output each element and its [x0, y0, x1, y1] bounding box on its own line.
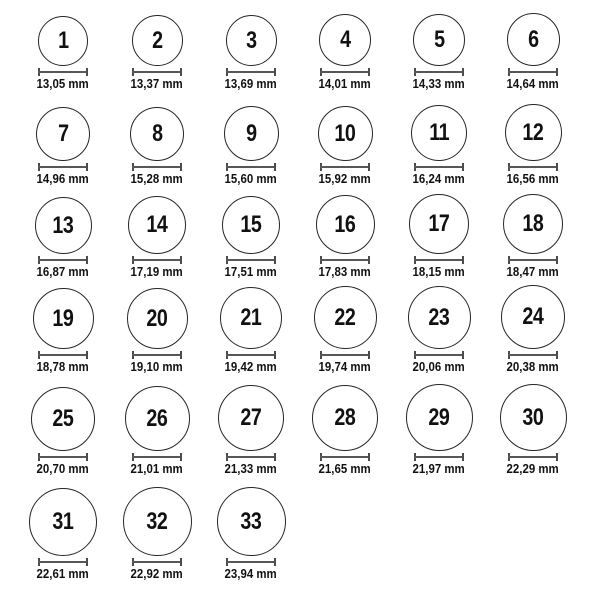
ring-circle — [413, 14, 465, 66]
ring-size-cell — [16, 373, 110, 475]
ring-size-cell — [298, 278, 392, 373]
diameter-measure-line — [508, 256, 558, 264]
ring-circle — [505, 104, 562, 161]
measure-bar — [38, 71, 88, 73]
ring-circle — [501, 285, 565, 349]
ring-size-number: 16 — [334, 210, 356, 238]
diameter-measure-line — [508, 351, 558, 359]
ring-circle — [29, 488, 97, 556]
ring-circle — [507, 13, 560, 66]
diameter-measure-line — [38, 558, 88, 566]
diameter-measure-line — [132, 558, 182, 566]
diameter-label: 14,01 mm — [318, 76, 372, 91]
ring-size-cell — [110, 373, 204, 475]
diameter-measure-line — [508, 68, 558, 76]
measure-tick-right — [368, 163, 370, 171]
ring-circle — [217, 487, 286, 556]
ring-size-number: 27 — [240, 404, 262, 431]
measure-tick-right — [368, 351, 370, 359]
ring-size-cell — [204, 185, 298, 278]
measure-bar — [38, 354, 88, 356]
ring-size-number: 31 — [52, 508, 74, 535]
diameter-label: 22,29 mm — [506, 461, 560, 476]
ring-size-number: 32 — [146, 507, 168, 535]
ring-size-number: 24 — [522, 303, 544, 330]
diameter-label: 21,97 mm — [412, 461, 466, 476]
measure-bar — [132, 259, 182, 261]
ring-circle — [314, 286, 377, 349]
diameter-measure-line — [226, 351, 276, 359]
diameter-label: 22,61 mm — [36, 566, 90, 581]
ring-circle — [125, 386, 190, 451]
measure-bar — [414, 259, 464, 261]
diameter-measure-line — [38, 453, 88, 461]
diameter-measure-line — [38, 163, 88, 171]
diameter-label: 19,10 mm — [130, 359, 184, 374]
measure-bar — [508, 456, 558, 458]
ring-size-cell — [204, 475, 298, 580]
measure-bar — [38, 166, 88, 168]
diameter-measure-line — [320, 256, 370, 264]
measure-tick-right — [180, 351, 182, 359]
ring-size-cell — [298, 90, 392, 185]
measure-tick-right — [86, 351, 88, 359]
ring-circle — [31, 387, 95, 451]
ring-size-cell — [486, 90, 580, 185]
measure-bar — [508, 166, 558, 168]
diameter-label: 14,96 mm — [36, 171, 90, 186]
ring-circle — [130, 107, 184, 161]
ring-size-number: 20 — [146, 304, 168, 332]
ring-size-cell — [392, 185, 486, 278]
measure-tick-right — [86, 256, 88, 264]
measure-tick-right — [368, 68, 370, 76]
diameter-measure-line — [508, 163, 558, 171]
ring-circle — [316, 195, 375, 254]
measure-bar — [132, 71, 182, 73]
measure-bar — [38, 259, 88, 261]
diameter-label: 21,01 mm — [130, 461, 184, 476]
ring-size-number: 19 — [52, 304, 74, 332]
ring-size-number: 23 — [428, 303, 450, 331]
ring-size-cell — [204, 373, 298, 475]
diameter-measure-line — [414, 68, 464, 76]
diameter-measure-line — [414, 453, 464, 461]
measure-bar — [414, 166, 464, 168]
diameter-measure-line — [38, 351, 88, 359]
diameter-measure-line — [38, 68, 88, 76]
ring-size-cell — [16, 90, 110, 185]
diameter-label: 20,38 mm — [506, 359, 560, 374]
diameter-measure-line — [414, 163, 464, 171]
diameter-label: 13,05 mm — [36, 76, 90, 91]
diameter-measure-line — [226, 163, 276, 171]
measure-tick-right — [86, 453, 88, 461]
ring-size-number: 2 — [151, 26, 163, 54]
diameter-measure-line — [226, 68, 276, 76]
measure-bar — [132, 456, 182, 458]
measure-tick-right — [180, 256, 182, 264]
ring-circle — [123, 487, 192, 556]
diameter-label: 18,78 mm — [36, 359, 90, 374]
ring-circle — [406, 384, 473, 451]
measure-tick-right — [180, 558, 182, 566]
measure-tick-right — [274, 68, 276, 76]
ring-circle — [408, 286, 471, 349]
measure-bar — [320, 456, 370, 458]
ring-circle — [411, 105, 467, 161]
measure-bar — [226, 259, 276, 261]
measure-bar — [414, 354, 464, 356]
ring-circle — [128, 196, 186, 254]
measure-tick-right — [86, 68, 88, 76]
ring-size-number: 7 — [57, 120, 69, 147]
diameter-label: 16,56 mm — [506, 171, 560, 186]
ring-circle — [226, 15, 277, 66]
diameter-measure-line — [320, 68, 370, 76]
measure-bar — [414, 71, 464, 73]
diameter-label: 21,33 mm — [224, 461, 278, 476]
diameter-measure-line — [226, 453, 276, 461]
measure-tick-right — [556, 256, 558, 264]
measure-bar — [132, 354, 182, 356]
ring-size-cell — [486, 278, 580, 373]
measure-bar — [226, 71, 276, 73]
ring-circle — [35, 197, 92, 254]
measure-bar — [226, 166, 276, 168]
diameter-measure-line — [508, 453, 558, 461]
measure-tick-right — [462, 256, 464, 264]
diameter-label: 14,64 mm — [506, 76, 560, 91]
diameter-measure-line — [38, 256, 88, 264]
measure-tick-right — [274, 453, 276, 461]
measure-bar — [38, 561, 88, 563]
measure-bar — [38, 456, 88, 458]
ring-size-cell — [486, 2, 580, 90]
diameter-label: 21,65 mm — [318, 461, 372, 476]
diameter-label: 16,24 mm — [412, 171, 466, 186]
measure-bar — [320, 71, 370, 73]
measure-tick-right — [274, 351, 276, 359]
diameter-label: 23,94 mm — [224, 566, 278, 581]
measure-tick-right — [274, 256, 276, 264]
ring-size-cell — [392, 278, 486, 373]
ring-size-number: 10 — [334, 119, 356, 147]
ring-size-cell — [16, 278, 110, 373]
ring-size-cell — [298, 373, 392, 475]
ring-size-number: 17 — [428, 210, 450, 237]
diameter-measure-line — [226, 558, 276, 566]
ring-size-cell — [298, 185, 392, 278]
diameter-measure-line — [132, 163, 182, 171]
ring-circle — [503, 194, 563, 254]
measure-tick-right — [462, 163, 464, 171]
diameter-measure-line — [320, 351, 370, 359]
measure-tick-right — [180, 163, 182, 171]
ring-circle — [409, 194, 469, 254]
ring-size-number: 25 — [52, 405, 74, 432]
ring-circle — [36, 107, 90, 161]
ring-circle — [127, 288, 188, 349]
diameter-measure-line — [132, 453, 182, 461]
ring-size-number: 14 — [146, 211, 168, 238]
diameter-label: 18,15 mm — [412, 264, 466, 279]
diameter-label: 18,47 mm — [506, 264, 560, 279]
diameter-label: 15,60 mm — [224, 171, 278, 186]
measure-bar — [320, 259, 370, 261]
diameter-label: 14,33 mm — [412, 76, 466, 91]
measure-tick-right — [86, 163, 88, 171]
ring-size-number: 5 — [433, 26, 445, 53]
ring-size-number: 13 — [52, 211, 74, 239]
measure-bar — [226, 354, 276, 356]
ring-circle — [222, 196, 280, 254]
ring-circle — [218, 385, 284, 451]
measure-bar — [132, 166, 182, 168]
measure-bar — [132, 561, 182, 563]
measure-tick-right — [274, 163, 276, 171]
diameter-label: 17,83 mm — [318, 264, 372, 279]
ring-size-cell — [16, 2, 110, 90]
measure-bar — [508, 71, 558, 73]
measure-tick-right — [462, 351, 464, 359]
measure-tick-right — [556, 351, 558, 359]
ring-size-cell — [110, 2, 204, 90]
ring-size-cell — [392, 373, 486, 475]
ring-size-cell — [392, 90, 486, 185]
ring-circle — [318, 106, 373, 161]
ring-size-number: 6 — [527, 25, 539, 53]
ring-circle — [500, 384, 567, 451]
measure-tick-right — [274, 558, 276, 566]
diameter-label: 13,69 mm — [224, 76, 278, 91]
measure-tick-right — [556, 163, 558, 171]
ring-size-cell — [16, 475, 110, 580]
ring-size-number: 4 — [339, 26, 351, 53]
measure-tick-right — [462, 68, 464, 76]
ring-size-number: 15 — [240, 211, 262, 238]
diameter-label: 17,19 mm — [130, 264, 184, 279]
diameter-measure-line — [132, 351, 182, 359]
ring-circle — [33, 288, 94, 349]
diameter-measure-line — [226, 256, 276, 264]
ring-size-cell — [486, 373, 580, 475]
ring-circle — [132, 15, 183, 66]
diameter-measure-line — [132, 68, 182, 76]
diameter-label: 15,92 mm — [318, 171, 372, 186]
ring-size-cell — [204, 278, 298, 373]
ring-size-cell — [392, 2, 486, 90]
ring-size-cell — [298, 2, 392, 90]
diameter-label: 17,51 mm — [224, 264, 278, 279]
measure-bar — [320, 354, 370, 356]
measure-tick-right — [556, 453, 558, 461]
diameter-label: 20,70 mm — [36, 461, 90, 476]
measure-bar — [414, 456, 464, 458]
ring-size-number: 30 — [522, 403, 544, 431]
ring-size-number: 9 — [245, 119, 257, 147]
measure-tick-right — [180, 453, 182, 461]
measure-bar — [226, 561, 276, 563]
ring-size-cell — [204, 2, 298, 90]
ring-size-cell — [16, 185, 110, 278]
measure-tick-right — [86, 558, 88, 566]
diameter-label: 22,92 mm — [130, 566, 184, 581]
measure-bar — [508, 354, 558, 356]
diameter-measure-line — [320, 163, 370, 171]
ring-size-number: 12 — [522, 118, 544, 146]
measure-tick-right — [368, 256, 370, 264]
measure-tick-right — [368, 453, 370, 461]
ring-size-number: 8 — [151, 120, 163, 147]
ring-size-cell — [110, 475, 204, 580]
ring-size-number: 26 — [146, 404, 168, 432]
diameter-label: 20,06 mm — [412, 359, 466, 374]
ring-size-number: 1 — [57, 27, 69, 54]
diameter-label: 13,37 mm — [130, 76, 184, 91]
measure-bar — [320, 166, 370, 168]
ring-size-cell — [110, 185, 204, 278]
measure-bar — [226, 456, 276, 458]
diameter-measure-line — [132, 256, 182, 264]
ring-size-number: 11 — [429, 119, 449, 146]
measure-bar — [508, 259, 558, 261]
measure-tick-right — [462, 453, 464, 461]
diameter-label: 19,42 mm — [224, 359, 278, 374]
ring-size-number: 21 — [240, 304, 262, 331]
diameter-measure-line — [320, 453, 370, 461]
ring-size-number: 29 — [428, 403, 450, 431]
ring-circle — [319, 14, 371, 66]
ring-size-cell — [110, 90, 204, 185]
ring-size-number: 33 — [240, 507, 262, 535]
diameter-measure-line — [414, 256, 464, 264]
measure-tick-right — [556, 68, 558, 76]
ring-size-number: 28 — [334, 404, 356, 431]
ring-size-cell — [486, 185, 580, 278]
diameter-label: 16,87 mm — [36, 264, 90, 279]
ring-size-cell — [110, 278, 204, 373]
diameter-label: 15,28 mm — [130, 171, 184, 186]
ring-circle — [38, 16, 88, 66]
ring-size-number: 3 — [245, 26, 257, 54]
diameter-label: 19,74 mm — [318, 359, 372, 374]
measure-tick-right — [180, 68, 182, 76]
ring-circle — [220, 287, 282, 349]
ring-size-cell — [204, 90, 298, 185]
ring-circle — [224, 106, 279, 161]
ring-circle — [312, 385, 378, 451]
ring-size-number: 18 — [522, 210, 544, 237]
ring-size-number: 22 — [334, 303, 356, 331]
diameter-measure-line — [414, 351, 464, 359]
